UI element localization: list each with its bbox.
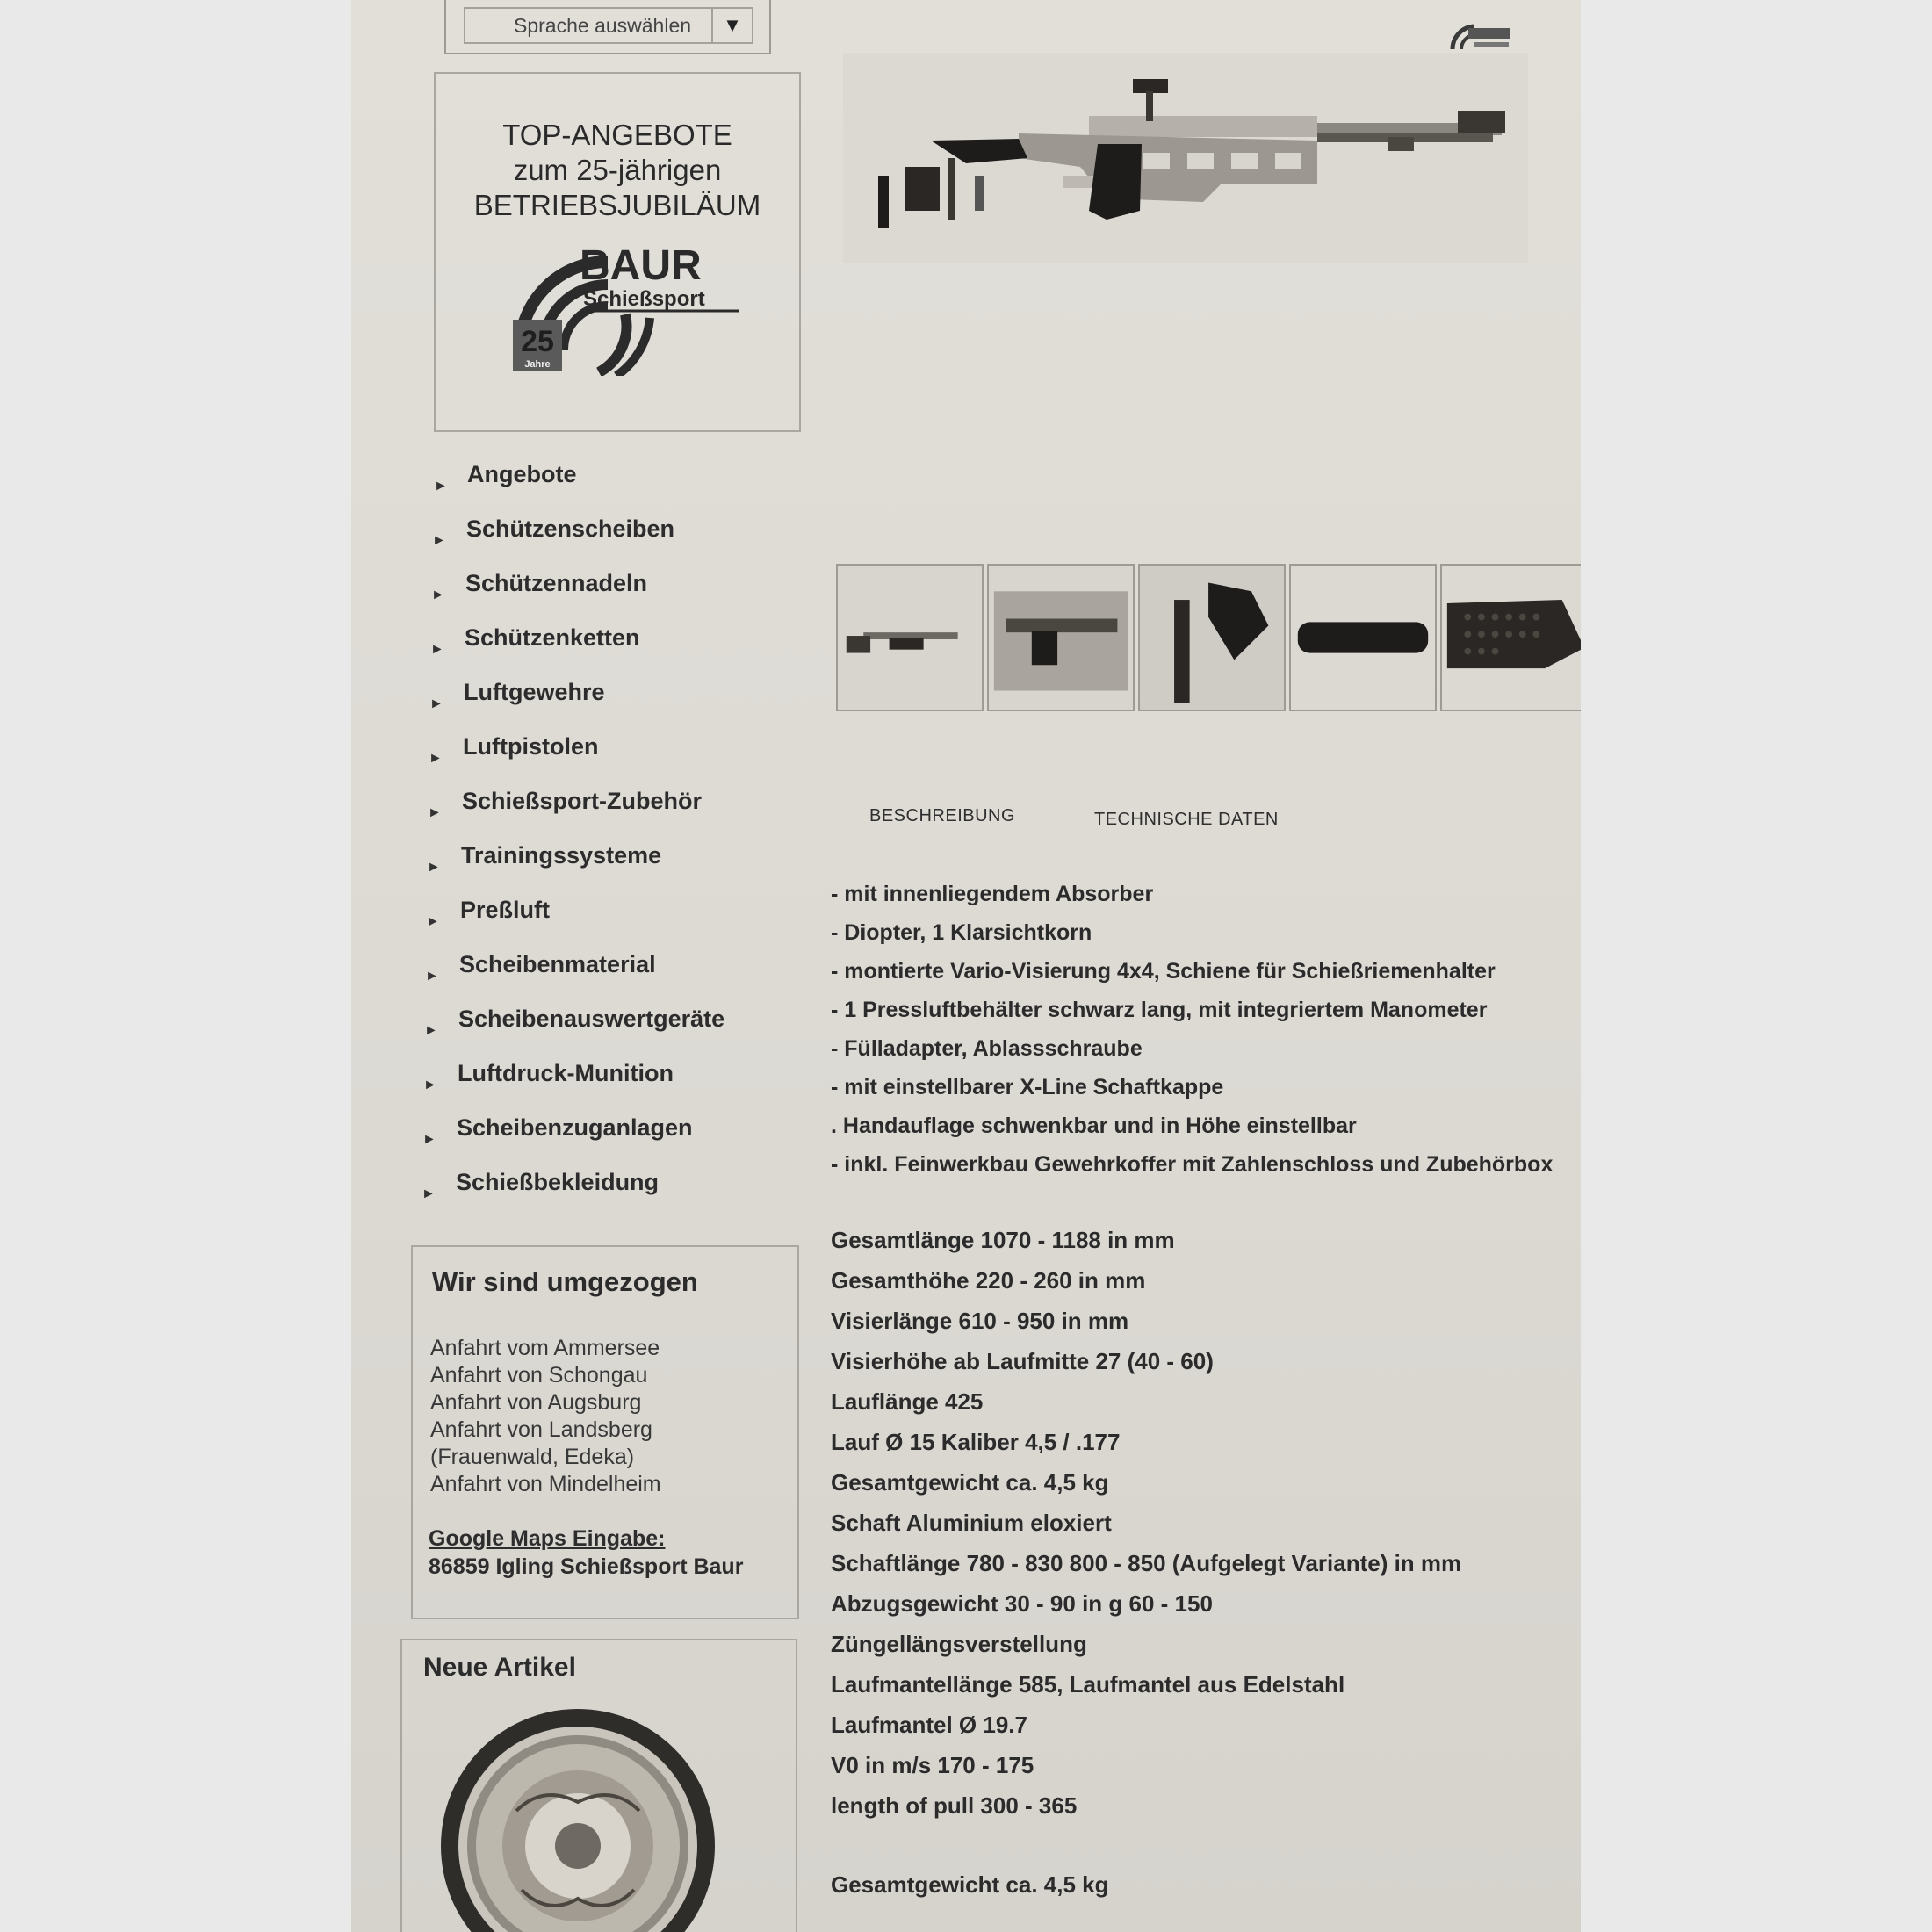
nav-item-luftpistolen[interactable] bbox=[404, 725, 773, 780]
triangle-bullet-icon: ► bbox=[434, 479, 448, 494]
page-paper bbox=[351, 0, 1581, 1932]
spec-line: Gesamtgewicht ca. 4,5 kg bbox=[831, 1469, 1109, 1496]
triangle-bullet-icon: ► bbox=[423, 1078, 437, 1092]
spec-line: V0 in m/s 170 - 175 bbox=[831, 1752, 1034, 1778]
nav-item-scheibenauswertgeraete[interactable] bbox=[404, 998, 773, 1052]
spec-line: length of pull 300 - 365 bbox=[831, 1792, 1078, 1819]
category-nav bbox=[404, 453, 773, 1215]
triangle-bullet-icon: ► bbox=[432, 533, 446, 548]
triangle-bullet-icon: ► bbox=[428, 805, 442, 820]
nav-item-schiesssport-zubehoer[interactable] bbox=[404, 780, 773, 834]
spec-line: Abzugsgewicht 30 - 90 in g 60 - 150 bbox=[831, 1590, 1213, 1617]
tab-technische-daten[interactable]: TECHNISCHE DATEN bbox=[1094, 810, 1279, 829]
product-thumbnails bbox=[836, 564, 1581, 722]
nav-item-label: Schießsport-Zubehör bbox=[462, 788, 703, 814]
triangle-bullet-icon: ► bbox=[427, 860, 441, 875]
nav-item-luftdruck-munition[interactable] bbox=[404, 1052, 773, 1107]
triangle-bullet-icon: ► bbox=[429, 751, 443, 766]
promo-line-1: TOP-ANGEBOTE bbox=[502, 119, 732, 151]
google-maps-address: 86859 Igling Schießsport Baur bbox=[429, 1554, 744, 1579]
directions-link[interactable]: Anfahrt von Landsberg bbox=[430, 1417, 652, 1442]
nav-item-label: Preßluft bbox=[460, 897, 551, 923]
spec-line: Schaftlänge 780 - 830 800 - 850 (Aufgelegt Variante) in mm bbox=[831, 1550, 1462, 1576]
promo-title bbox=[436, 118, 799, 223]
nav-item-scheibenzuganlagen[interactable] bbox=[404, 1107, 773, 1161]
thumbnail-1[interactable] bbox=[836, 564, 984, 711]
logo-brand: BAUR bbox=[580, 244, 702, 289]
tab-beschreibung[interactable]: BESCHREIBUNG bbox=[869, 806, 1016, 825]
logo-sub: Schießsport bbox=[583, 287, 705, 311]
directions-link[interactable]: Anfahrt von Mindelheim bbox=[430, 1472, 661, 1496]
logo-years: 25 bbox=[521, 325, 554, 358]
nav-item-luftgewehre[interactable] bbox=[404, 671, 773, 725]
nav-item-label: Trainingssysteme bbox=[461, 842, 662, 869]
nav-item-label: Schützenketten bbox=[465, 624, 640, 651]
thumbnail-4[interactable] bbox=[1289, 564, 1437, 711]
spec-footer-line: Gesamtgewicht ca. 4,5 kg bbox=[831, 1871, 1109, 1898]
description-line: - mit innenliegendem Absorber bbox=[831, 882, 1154, 906]
nav-item-schuetzennadeln[interactable] bbox=[404, 562, 773, 616]
directions-note: (Frauenwald, Edeka) bbox=[430, 1445, 635, 1469]
promo-line-2: zum 25-jährigen bbox=[513, 154, 722, 186]
new-articles-title: Neue Artikel bbox=[423, 1653, 576, 1682]
spec-line: Züngellängsverstellung bbox=[831, 1631, 1087, 1657]
directions-link[interactable]: Anfahrt vom Ammersee bbox=[430, 1336, 660, 1360]
spec-line: Gesamthöhe 220 - 260 in mm bbox=[831, 1267, 1146, 1294]
directions-link[interactable]: Anfahrt von Augsburg bbox=[430, 1390, 642, 1415]
moved-notice-box bbox=[411, 1245, 799, 1619]
spec-line: Lauf Ø 15 Kaliber 4,5 / .177 bbox=[831, 1429, 1121, 1455]
directions-list bbox=[430, 1335, 661, 1498]
nav-item-schiessbekleidung[interactable] bbox=[404, 1161, 773, 1215]
triangle-bullet-icon: ► bbox=[422, 1132, 436, 1147]
nav-item-schuetzenketten[interactable] bbox=[404, 616, 773, 671]
description-line: - inkl. Feinwerkbau Gewehrkoffer mit Zahlenschloss und Zubehörbox bbox=[831, 1152, 1554, 1177]
nav-item-label: Scheibenmaterial bbox=[459, 951, 656, 977]
triangle-bullet-icon: ► bbox=[426, 914, 440, 929]
nav-item-label: Scheibenauswertgeräte bbox=[458, 1006, 725, 1032]
thumbnail-3[interactable] bbox=[1138, 564, 1286, 711]
description-line: - 1 Pressluftbehälter schwarz lang, mit integriertem Manometer bbox=[831, 998, 1488, 1022]
spec-line: Visierhöhe ab Laufmitte 27 (40 - 60) bbox=[831, 1348, 1214, 1374]
language-select-label: Sprache auswählen bbox=[514, 14, 692, 37]
technical-specs bbox=[831, 1222, 1568, 1907]
promo-banner[interactable] bbox=[434, 72, 801, 432]
spec-line: Laufmantel Ø 19.7 bbox=[831, 1712, 1027, 1738]
triangle-bullet-icon: ► bbox=[429, 696, 443, 711]
nav-item-label: Schützenscheiben bbox=[466, 515, 675, 542]
triangle-bullet-icon: ► bbox=[422, 1186, 436, 1201]
spec-line: Lauflänge 425 bbox=[831, 1388, 984, 1415]
thumbnail-5[interactable] bbox=[1440, 564, 1581, 711]
nav-item-label: Luftpistolen bbox=[463, 733, 599, 760]
triangle-bullet-icon: ► bbox=[424, 1023, 438, 1038]
nav-item-label: Schießbekleidung bbox=[456, 1169, 660, 1195]
chevron-down-icon[interactable]: ▼ bbox=[711, 9, 752, 42]
description-line: . Handauflage schwenkbar und in Höhe einstellbar bbox=[831, 1114, 1357, 1138]
spec-line: Gesamtlänge 1070 - 1188 in mm bbox=[831, 1227, 1175, 1253]
triangle-bullet-icon: ► bbox=[430, 642, 444, 657]
language-select[interactable] bbox=[464, 7, 753, 44]
spec-line: Schaft Aluminium eloxiert bbox=[831, 1510, 1112, 1536]
nav-item-pressluft[interactable] bbox=[404, 889, 773, 943]
language-select-box bbox=[444, 0, 771, 54]
nav-item-scheibenmaterial[interactable] bbox=[404, 943, 773, 998]
product-description bbox=[831, 876, 1568, 1186]
spec-line: Laufmantellänge 585, Laufmantel aus Edelstahl bbox=[831, 1671, 1345, 1698]
promo-line-3: BETRIEBSJUBILÄUM bbox=[473, 189, 761, 221]
product-main-image[interactable] bbox=[843, 53, 1528, 263]
spec-line: Visierlänge 610 - 950 in mm bbox=[831, 1308, 1129, 1334]
triangle-bullet-icon: ► bbox=[425, 969, 439, 984]
nav-item-angebote[interactable] bbox=[404, 453, 773, 508]
google-maps-link[interactable]: Google Maps Eingabe: bbox=[429, 1526, 666, 1551]
moved-title: Wir sind umgezogen bbox=[432, 1266, 698, 1297]
description-line: - Diopter, 1 Klarsichtkorn bbox=[831, 920, 1092, 945]
nav-item-label: Luftdruck-Munition bbox=[458, 1060, 674, 1086]
nav-item-schuetzenscheiben[interactable] bbox=[404, 508, 773, 562]
thumbnail-2[interactable] bbox=[987, 564, 1135, 711]
logo-years-label: Jahre bbox=[524, 359, 551, 370]
baur-logo bbox=[502, 244, 748, 376]
directions-link[interactable]: Anfahrt von Schongau bbox=[430, 1363, 648, 1388]
spec-spacer bbox=[831, 1828, 1568, 1867]
description-line: - Fülladapter, Ablassschraube bbox=[831, 1036, 1143, 1061]
nav-item-label: Luftgewehre bbox=[464, 679, 605, 705]
new-articles-box bbox=[400, 1639, 797, 1932]
description-line: - montierte Vario-Visierung 4x4, Schiene für Schießriemenhalter bbox=[831, 959, 1496, 984]
nav-item-label: Scheibenzuganlagen bbox=[457, 1114, 693, 1141]
nav-item-label: Schützennadeln bbox=[465, 570, 648, 596]
medal-image[interactable] bbox=[437, 1705, 718, 1932]
nav-item-label: Angebote bbox=[467, 461, 577, 487]
nav-item-trainingssysteme[interactable] bbox=[404, 834, 773, 889]
triangle-bullet-icon: ► bbox=[431, 588, 445, 602]
description-line: - mit einstellbarer X-Line Schaftkappe bbox=[831, 1075, 1224, 1099]
